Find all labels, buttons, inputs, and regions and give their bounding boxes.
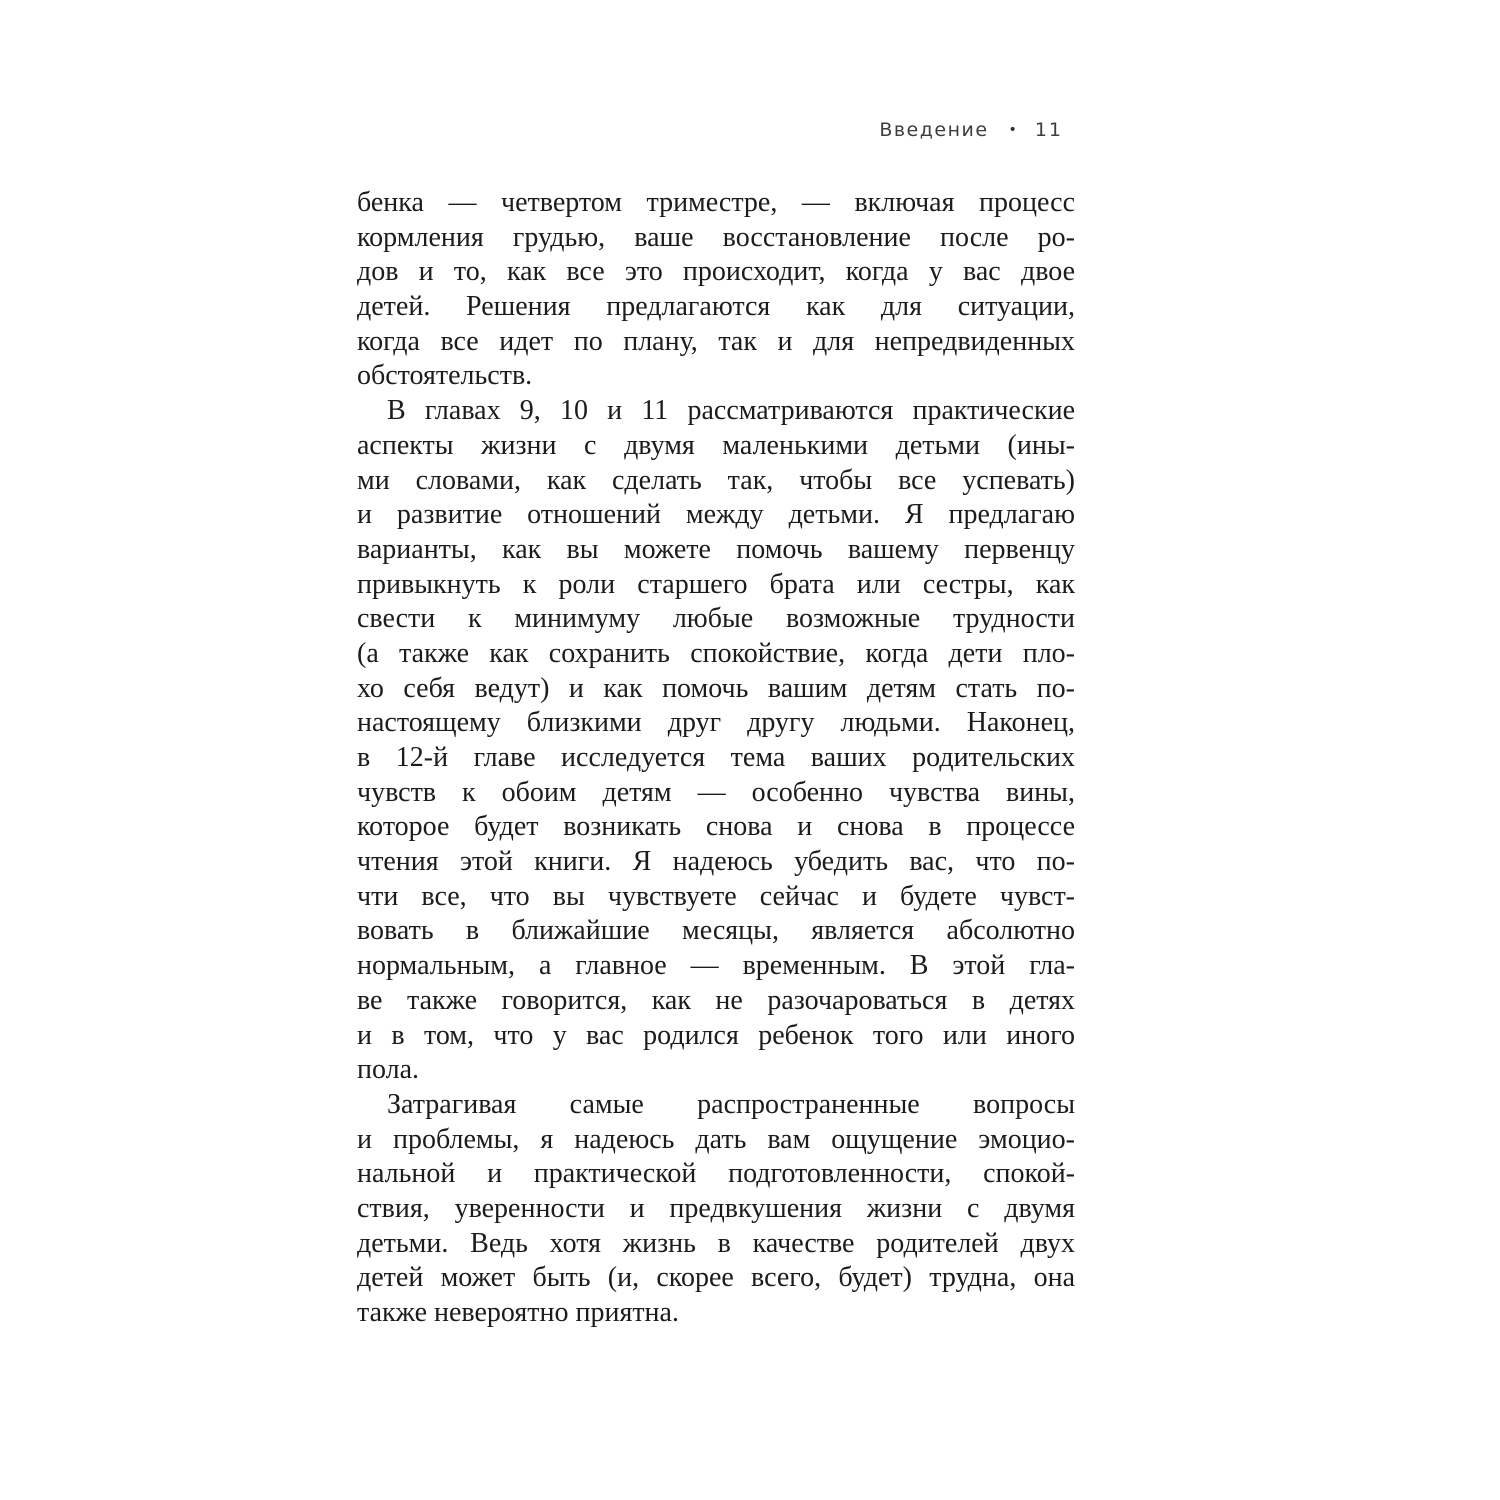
text-line: дов и то, как все это происходит, когда у вас двое — [357, 256, 1075, 288]
text-line: ствия, уверенности и предвкушения жизни с двумя — [357, 1192, 1075, 1224]
text-line: хо себя ведут) и как помочь вашим детям стать по- — [357, 672, 1075, 704]
text-line: свести к минимуму любые возможные трудности — [357, 603, 1075, 635]
paragraph — [357, 394, 1075, 1088]
text-line: детей. Решения предлагаются как для ситуации, — [357, 291, 1075, 323]
running-head — [357, 119, 1063, 141]
text-line: в 12-й главе исследуется тема ваших родительских — [357, 742, 1075, 773]
chapter-title: Введение — [879, 119, 989, 141]
text-line: аспекты жизни с двумя маленькими детьми (ины- — [357, 429, 1075, 461]
paragraph — [357, 1088, 1075, 1331]
text-line: варианты, как вы можете помочь вашему первенцу — [357, 533, 1075, 565]
text-line: детьми. Ведь хотя жизнь в качестве родителей двух — [357, 1227, 1075, 1259]
page-body — [357, 186, 1075, 1331]
text-line: чтения этой книги. Я надеюсь убедить вас, что по- — [357, 846, 1075, 878]
text-line: чувств к обоим детям — особенно чувства вины, — [357, 776, 1075, 808]
text-line: нальной и практической подготовленности, спокой- — [357, 1158, 1075, 1190]
text-line: привыкнуть к роли старшего брата или сестры, как — [357, 568, 1075, 600]
text-line: настоящему близкими друг другу людьми. Наконец, — [357, 707, 1075, 739]
text-line: и в том, что у вас родился ребенок того или иного — [357, 1019, 1075, 1051]
paragraph — [357, 186, 1075, 394]
text-line: вовать в ближайшие месяцы, является абсолютно — [357, 915, 1075, 947]
text-line: (а также как сохранить спокойствие, когда дети пло- — [357, 637, 1075, 669]
text-line: нормальным, а главное — временным. В этой гла- — [357, 950, 1075, 982]
text-line: пола. — [357, 1054, 420, 1086]
text-line: чти все, что вы чувствуете сейчас и будете чувст- — [357, 880, 1075, 912]
text-line: и развитие отношений между детьми. Я предлагаю — [357, 499, 1075, 531]
text-line: ми словами, как сделать так, чтобы все успевать) — [357, 464, 1075, 496]
text-line: кормления грудью, ваше восстановление после ро- — [357, 221, 1075, 253]
text-line: и проблемы, я надеюсь дать вам ощущение эмоцио- — [357, 1123, 1075, 1155]
separator-dot-icon: • — [1008, 122, 1017, 138]
page-number: 11 — [1034, 119, 1063, 141]
text-line: Затрагивая самые распространенные вопросы — [387, 1088, 1075, 1120]
text-line: детей может быть (и, скорее всего, будет) трудна, она — [357, 1262, 1075, 1294]
text-line: ве также говорится, как не разочароваться в детях — [357, 984, 1075, 1016]
text-line: когда все идет по плану, так и для непредвиденных — [357, 325, 1075, 357]
text-line: бенка — четвертом триместре, — включая процесс — [357, 187, 1075, 218]
text-line: В главах 9, 10 и 11 рассматриваются практические — [387, 395, 1075, 427]
text-line: также невероятно приятна. — [357, 1297, 679, 1328]
text-line: которое будет возникать снова и снова в процессе — [357, 811, 1075, 843]
text-line: обстоятельств. — [357, 360, 533, 392]
